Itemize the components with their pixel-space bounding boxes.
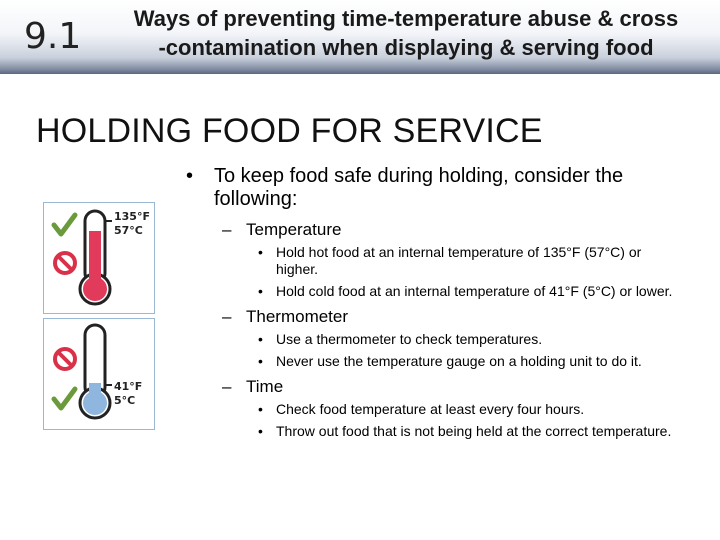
header-title-line-1: Ways of preventing time-temperature abuse & cross bbox=[133, 6, 679, 31]
group-heading-time: – Time bbox=[222, 377, 284, 396]
blue-thermometer-icon bbox=[80, 325, 112, 418]
check-icon bbox=[54, 215, 75, 234]
hot-temp-f-label: 135°F bbox=[114, 210, 150, 223]
header-title bbox=[100, 4, 712, 62]
list-item: • Check food temperature at least every four hours. bbox=[258, 401, 585, 417]
red-thermometer-icon bbox=[80, 211, 112, 304]
header-title-line-2: -contamination when displaying & serving food bbox=[158, 35, 654, 60]
list-item: • Hold hot food at an internal temperature of 135°F (57°C) or higher. bbox=[258, 244, 642, 277]
prohibited-icon bbox=[55, 349, 75, 369]
group-heading-temperature: – Temperature bbox=[222, 220, 342, 239]
intro-bullet: • To keep food safe during holding, consider the following: bbox=[186, 165, 624, 210]
list-item: • Throw out food that is not being held at the correct temperature. bbox=[258, 423, 672, 439]
cold-temp-c-label: 5°C bbox=[114, 394, 136, 407]
list-item: • Use a thermometer to check temperatures. bbox=[258, 331, 543, 347]
cold-temp-f-label: 41°F bbox=[114, 380, 143, 393]
section-number: 9.1 bbox=[24, 16, 82, 57]
slide-title: HOLDING FOOD FOR SERVICE bbox=[36, 112, 543, 150]
list-item: • Never use the temperature gauge on a holding unit to do it. bbox=[258, 353, 642, 369]
list-item: • Hold cold food at an internal temperature of 41°F (5°C) or lower. bbox=[258, 283, 673, 299]
hot-thermometer-graphic bbox=[43, 202, 155, 314]
group-heading-thermometer: – Thermometer bbox=[222, 307, 349, 326]
check-icon bbox=[54, 389, 75, 408]
hot-temp-c-label: 57°C bbox=[114, 224, 143, 237]
prohibited-icon bbox=[55, 253, 75, 273]
cold-thermometer-graphic bbox=[43, 318, 155, 430]
intro-text: To keep food safe during holding, consider the following: bbox=[214, 165, 624, 210]
bullet-content bbox=[186, 165, 686, 445]
